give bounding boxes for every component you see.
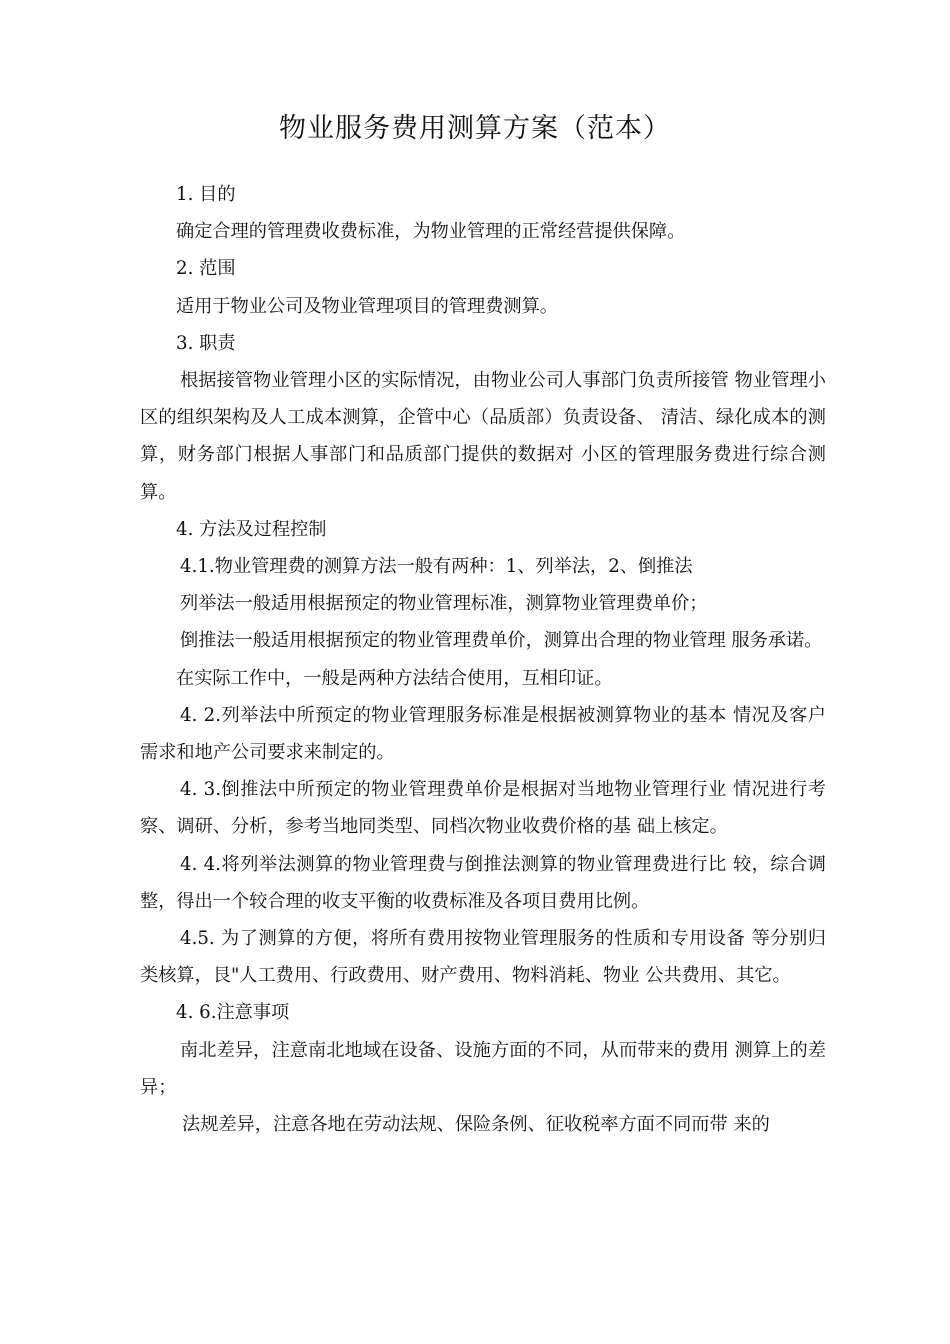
paragraph-method-4-4: 4. 4.将列举法测算的物业管理费与倒推法测算的物业管理费进行比 较，综合调整，得出一个较合理的收支平衡的收费标准及各项目费用比例。: [140, 853, 826, 912]
section-heading-method: 4. 方法及过程控制: [176, 518, 327, 540]
document-body: [140, 176, 826, 1143]
document-title: 物业服务费用测算方案（范本）: [279, 113, 671, 144]
paragraph-method-4-5: 4.5. 为了测算的方便，将所有费用按物业管理服务的性质和专用设备 等分别归类核算，艮"人工费用、行政费用、财产费用、物料消耗、物业 公共费用、其它。: [140, 928, 826, 987]
paragraph-combined-use: 在实际工作中，一般是两种方法结合使用，互相印证。: [176, 667, 613, 689]
paragraph-duties: 根据接管物业管理小区的实际情况，由物业公司人事部门负责所接管 物业管理小区的组织架构及人工成本测算，企管中心（品质部）负责设备、 清洁、绿化成本的测算，财务部门根据人事部门和品质部门提供的数据对 小区的管理服务费进行综合测算。: [140, 370, 826, 503]
paragraph-regulatory-difference: 法规差异，注意各地在劳动法规、保险条例、征收税率方面不同而带 来的: [182, 1114, 770, 1136]
section-heading-duties: 3. 职责: [176, 332, 236, 354]
paragraph-scope: 适用于物业公司及物业管理项目的管理费测算。: [176, 295, 558, 317]
paragraph-purpose: 确定合理的管理费收费标准，为物业管理的正常经营提供保障。: [176, 221, 686, 243]
paragraph-method-4-2: 4. 2.列举法中所预定的物业管理服务标准是根据被测算物业的基本 情况及客户需求和地产公司要求来制定的。: [140, 704, 826, 764]
paragraph-method-4-1: 4.1.物业管理费的测算方法一般有两种：1、列举法，2、倒推法: [180, 556, 693, 578]
section-heading-notes: 4. 6.注意事项: [176, 1002, 290, 1024]
section-heading-purpose: 1. 目的: [176, 184, 236, 205]
paragraph-regional-difference: 南北差异，注意南北地域在设备、设施方面的不同，从而带来的费用 测算上的差异；: [140, 1039, 826, 1098]
paragraph-reverse-method: 倒推法一般适用根据预定的物业管理费单价，测算出合理的物业管理 服务承诺。: [180, 630, 823, 652]
section-heading-scope: 2. 范围: [176, 258, 236, 280]
paragraph-method-4-3: 4. 3.倒推法中所预定的物业管理费单价是根据对当地物业管理行业 情况进行考察、调研、分析，参考当地同类型、同档次物业收费价格的基 础上核定。: [140, 779, 826, 838]
paragraph-enumeration-method: 列举法一般适用根据预定的物业管理标准，测算物业管理费单价；: [180, 593, 708, 615]
